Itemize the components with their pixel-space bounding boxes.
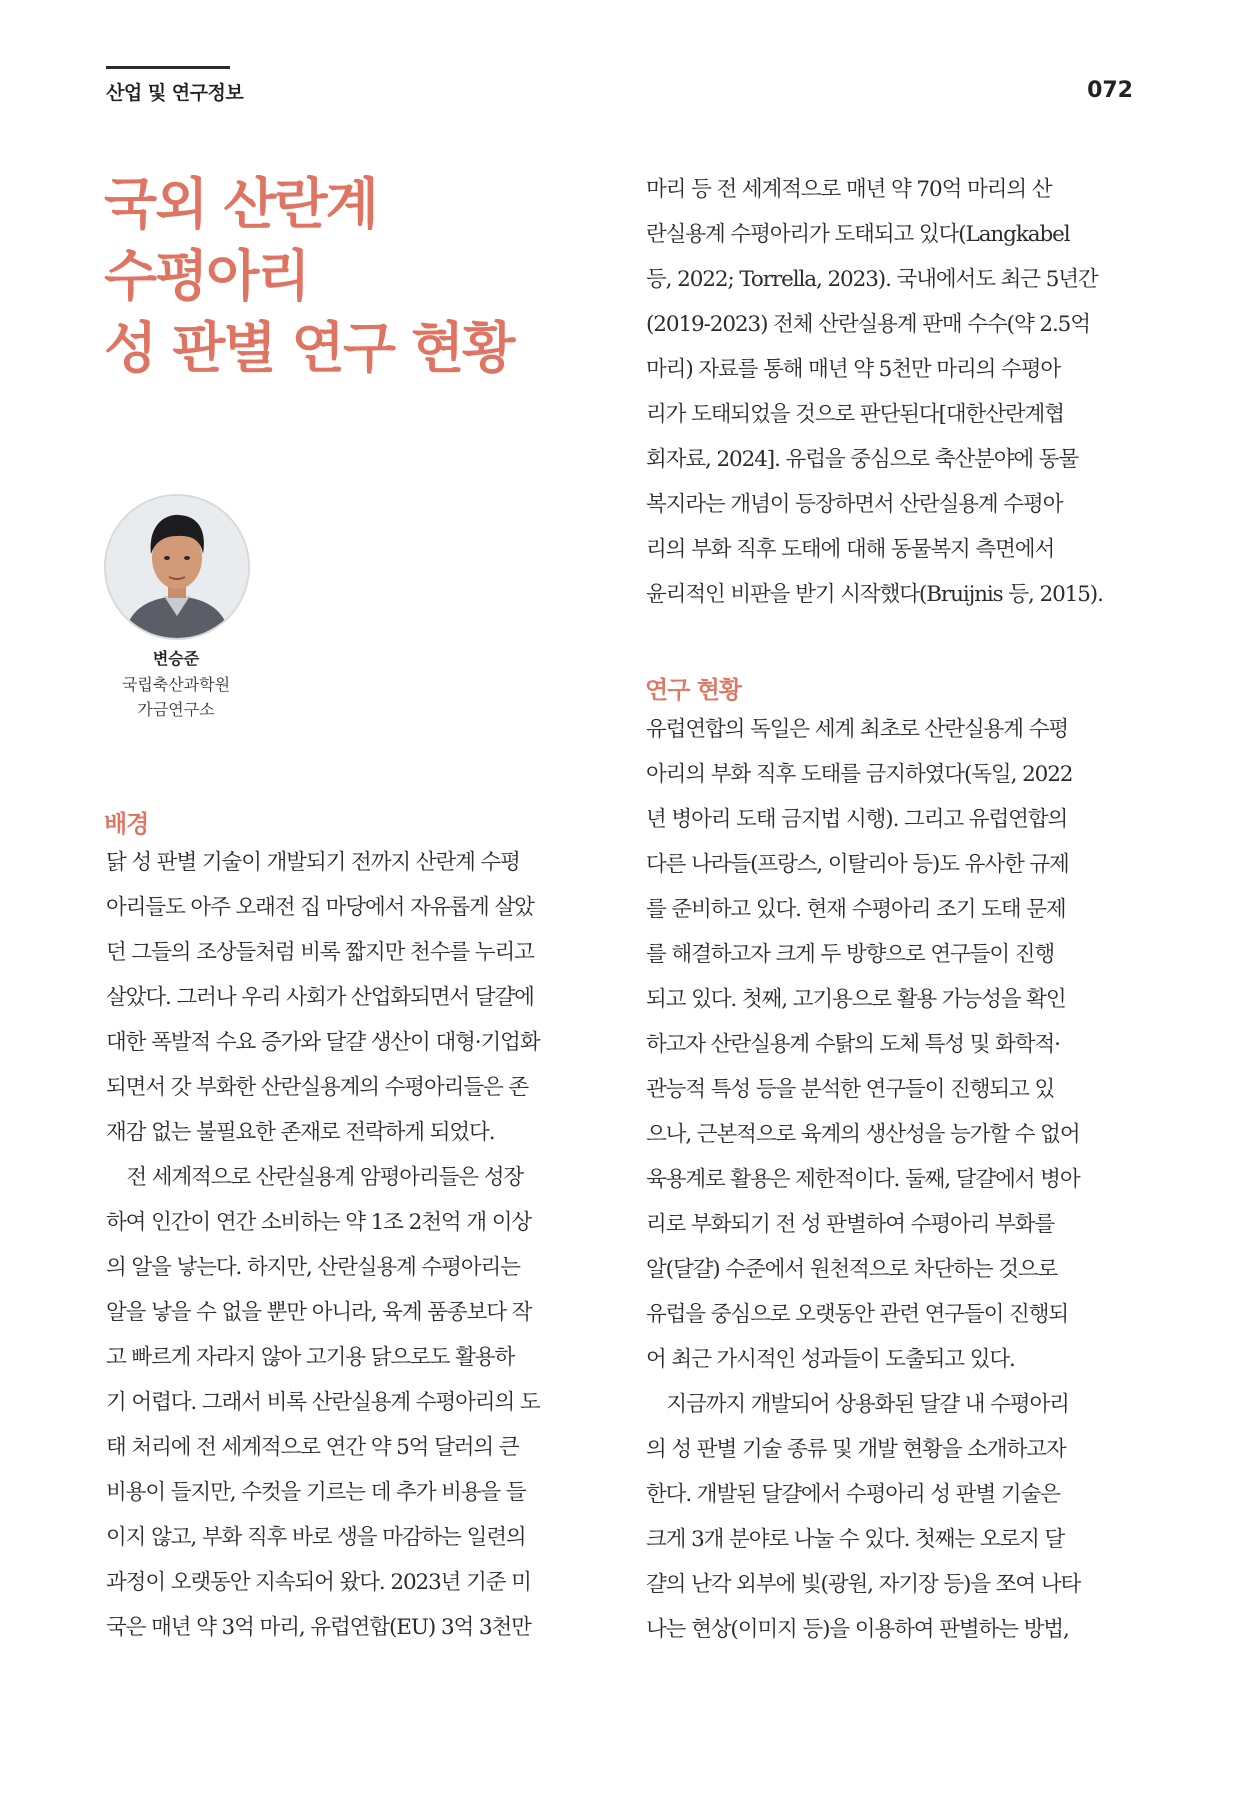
text-line: 대한 폭발적 수요 증가와 달걀 생산이 대형·기업화 xyxy=(106,1030,540,1055)
text-line: 를 준비하고 있다. 현재 수평아리 조기 도태 문제 xyxy=(646,897,1066,922)
text-line: 아리들도 아주 오래전 집 마당에서 자유롭게 살았 xyxy=(106,895,534,920)
text-line: 리가 도태되었을 것으로 판단된다[대한산란계협 xyxy=(646,402,1064,427)
text-line: 알(달걀) 수준에서 원천적으로 차단하는 것으로 xyxy=(646,1257,1058,1282)
text-line: 전 세계적으로 산란실용계 암평아리들은 성장 xyxy=(106,1165,524,1190)
text-line: 의 알을 낳는다. 하지만, 산란실용계 수평아리는 xyxy=(106,1255,520,1280)
page-number: 072 xyxy=(1087,78,1133,103)
text-line: 지금까지 개발되어 상용화된 달걀 내 수평아리 xyxy=(646,1392,1069,1417)
text-line: 마리 등 전 세계적으로 매년 약 70억 마리의 산 xyxy=(646,177,1052,202)
text-line: 걀의 난각 외부에 빛(광원, 자기장 등)을 쪼여 나타 xyxy=(646,1572,1081,1597)
text-line: 닭 성 판별 기술이 개발되기 전까지 산란계 수평 xyxy=(106,850,520,875)
title-line: 성 판별 연구 현황 xyxy=(104,316,514,380)
text-line: 관능적 특성 등을 분석한 연구들이 진행되고 있 xyxy=(646,1077,1055,1102)
left-column-text xyxy=(106,840,596,1650)
author-name: 변승준 xyxy=(152,649,200,668)
text-line: 되면서 갓 부화한 산란실용계의 수평아리들은 존 xyxy=(106,1075,529,1100)
text-line: 다른 나라들(프랑스, 이탈리아 등)도 유사한 규제 xyxy=(646,852,1069,877)
text-line: 고 빠르게 자라지 않아 고기용 닭으로도 활용하 xyxy=(106,1345,515,1370)
section-label: 산업 및 연구정보 xyxy=(106,82,244,104)
title-line: 수평아리 xyxy=(104,244,309,308)
text-line: 으나, 근본적으로 육계의 생산성을 능가할 수 없어 xyxy=(646,1122,1080,1147)
text-line: 태 처리에 전 세계적으로 연간 약 5억 달러의 큰 xyxy=(106,1435,519,1460)
text-line: 알을 낳을 수 없을 뿐만 아니라, 육계 품종보다 작 xyxy=(106,1300,532,1325)
text-line: 아리의 부화 직후 도태를 금지하였다(독일, 2022 xyxy=(646,762,1073,787)
text-line: 윤리적인 비판을 받기 시작했다(Bruijnis 등, 2015). xyxy=(646,582,1103,607)
right-column-text-bottom xyxy=(646,707,1136,1652)
text-line: 기 어렵다. 그래서 비록 산란실용계 수평아리의 도 xyxy=(106,1390,540,1415)
text-line: 어 최근 가시적인 성과들이 도출되고 있다. xyxy=(646,1347,1015,1372)
text-line: 한다. 개발된 달걀에서 수평아리 성 판별 기술은 xyxy=(646,1482,1060,1507)
heading-research-status: 연구 현황 xyxy=(645,676,742,704)
author-affiliation-institute: 국립축산과학원 xyxy=(121,675,231,694)
text-line: 던 그들의 조상들처럼 비록 짧지만 천수를 누리고 xyxy=(106,940,534,965)
text-line: 년 병아리 도태 금지법 시행). 그리고 유럽연합의 xyxy=(646,807,1068,832)
text-line: 되고 있다. 첫째, 고기용으로 활용 가능성을 확인 xyxy=(646,987,1066,1012)
text-line: 복지라는 개념이 등장하면서 산란실용계 수평아 xyxy=(646,492,1063,517)
text-line: 재감 없는 불필요한 존재로 전락하게 되었다. xyxy=(106,1120,495,1145)
author-photo xyxy=(104,494,250,640)
text-line: 하고자 산란실용계 수탉의 도체 특성 및 화학적· xyxy=(646,1032,1060,1057)
heading-background: 배경 xyxy=(104,810,149,838)
text-line: 나는 현상(이미지 등)을 이용하여 판별하는 방법, xyxy=(646,1617,1069,1642)
text-line: 육용계로 활용은 제한적이다. 둘째, 달걀에서 병아 xyxy=(646,1167,1080,1192)
text-line: 하여 인간이 연간 소비하는 약 1조 2천억 개 이상 xyxy=(106,1210,532,1235)
text-line: 유럽을 중심으로 오랫동안 관련 연구들이 진행되 xyxy=(646,1302,1069,1327)
header-rule xyxy=(106,66,230,69)
text-line: 과정이 오랫동안 지속되어 왔다. 2023년 기준 미 xyxy=(106,1570,531,1595)
text-line: 의 성 판별 기술 종류 및 개발 현황을 소개하고자 xyxy=(646,1437,1066,1462)
text-line: 회자료, 2024]. 유럽을 중심으로 축산분야에 동물 xyxy=(646,447,1079,472)
text-line: 국은 매년 약 3억 마리, 유럽연합(EU) 3억 3천만 xyxy=(106,1615,531,1640)
text-line: 마리) 자료를 통해 매년 약 5천만 마리의 수평아 xyxy=(646,357,1061,382)
text-line: 비용이 들지만, 수컷을 기르는 데 추가 비용을 들 xyxy=(106,1480,526,1505)
text-line: 란실용계 수평아리가 도태되고 있다(Langkabel xyxy=(646,222,1070,247)
text-line: 리로 부화되기 전 성 판별하여 수평아리 부화를 xyxy=(646,1212,1055,1237)
text-line: 유럽연합의 독일은 세계 최초로 산란실용계 수평 xyxy=(646,717,1069,742)
right-column-text-top xyxy=(646,167,1136,617)
title-line: 국외 산란계 xyxy=(104,172,377,236)
text-line: 를 해결하고자 크게 두 방향으로 연구들이 진행 xyxy=(646,942,1055,967)
text-line: 살았다. 그러나 우리 사회가 산업화되면서 달걀에 xyxy=(106,985,534,1010)
text-line: (2019-2023) 전체 산란실용계 판매 수수(약 2.5억 xyxy=(646,312,1090,337)
text-line: 이지 않고, 부화 직후 바로 생을 마감하는 일련의 xyxy=(106,1525,526,1550)
author-affiliation-division: 가금연구소 xyxy=(137,700,215,719)
text-line: 등, 2022; Torrella, 2023). 국내에서도 최근 5년간 xyxy=(646,267,1098,292)
article-title xyxy=(104,168,574,384)
text-line: 크게 3개 분야로 나눌 수 있다. 첫째는 오로지 달 xyxy=(646,1527,1065,1552)
text-line: 리의 부화 직후 도태에 대해 동물복지 측면에서 xyxy=(646,537,1055,562)
